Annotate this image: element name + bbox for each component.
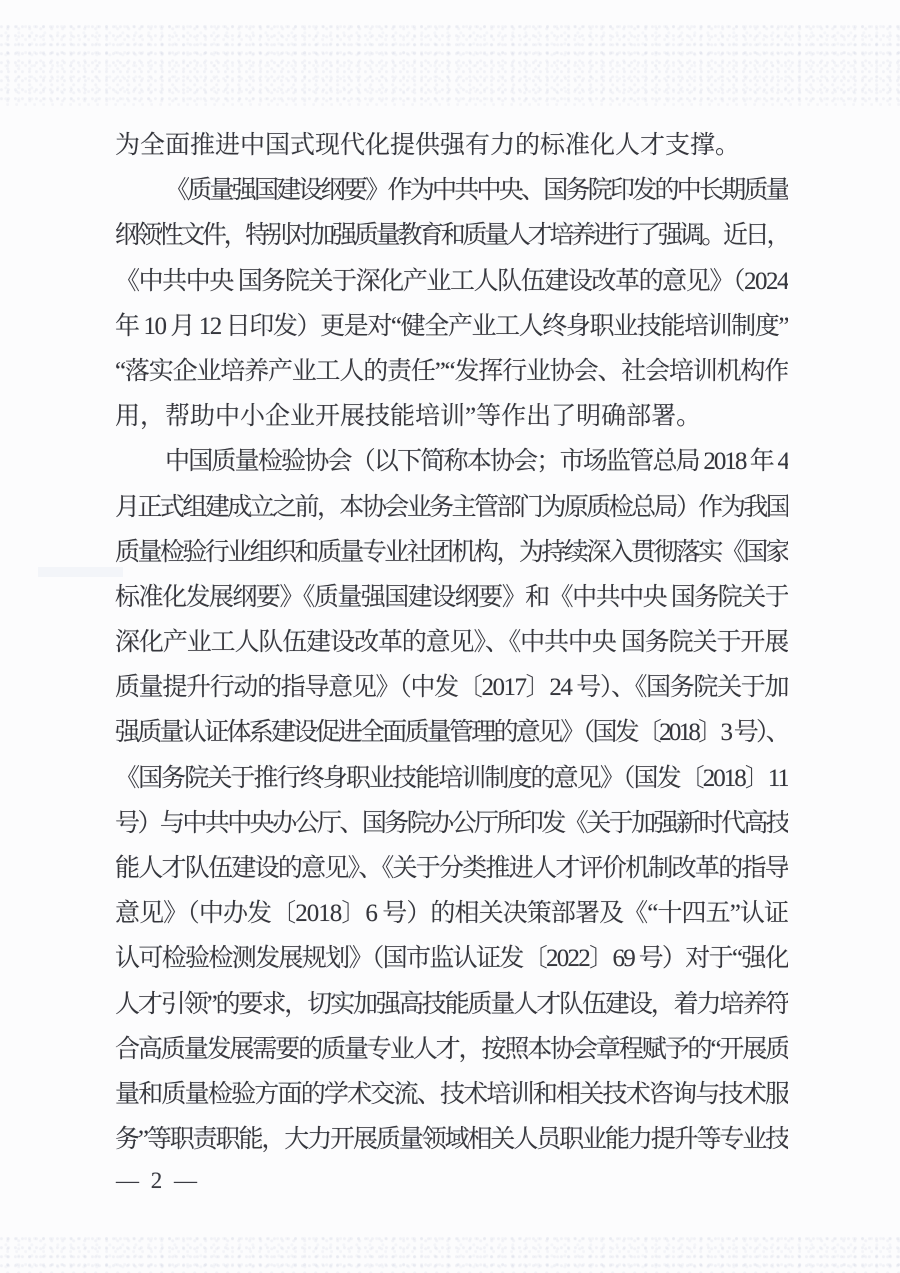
text-line: 深化产业工人队伍建设改革的意见》、《中共中央 国务院关于开展 [115, 629, 788, 657]
text-line: 人才引领”的要求，切实加强高技能质量人才队伍建设，着力培养符 [115, 990, 788, 1018]
text-line: 质量检验行业组织和质量专业社团机构，为持续深入贯彻落实《国家 [115, 538, 788, 566]
text-line: 中国质量检验协会（以下简称本协会；市场监管总局 2018 年 4 [165, 448, 788, 476]
scan-scratch-artifact [38, 567, 123, 577]
scan-noise-bottom [0, 1236, 900, 1273]
text-line: 用，帮助中小企业开展技能培训”等作出了明确部署。 [115, 403, 702, 431]
text-line: 年 10 月 12 日印发）更是对“健全产业工人终身职业技能培训制度” [115, 312, 788, 340]
document-body [115, 123, 788, 1162]
text-line: 月正式组建成立之前，本协会业务主管部门为原质检总局）作为我国 [115, 493, 788, 521]
text-line: 强质量认证体系建设促进全面质量管理的意见》（国发〔2018〕3 号）、 [115, 719, 788, 747]
text-line: 能人才队伍建设的意见》、《关于分类推进人才评价机制改革的指导 [115, 855, 788, 882]
text-line: 认可检验检测发展规划》（国市监认证发〔2022〕69 号）对于“强化 [115, 945, 788, 973]
text-line: 《国务院关于推行终身职业技能培训制度的意见》（国发〔2018〕11 [115, 764, 788, 792]
text-line: “落实企业培养产业工人的责任”“发挥行业协会、社会培训机构作 [115, 357, 788, 385]
scan-noise-top [0, 24, 900, 106]
text-line: 为全面推进中国式现代化提供强有力的标准化人才支撑。 [115, 132, 741, 159]
text-line: 务”等职责职能，大力开展质量领域相关人员职业能力提升等专业技 [115, 1126, 788, 1154]
text-line: 《中共中央 国务院关于深化产业工人队伍建设改革的意见》（2024 [115, 267, 788, 295]
text-line: 量和质量检验方面的学术交流、技术培训和相关技术咨询与技术服 [115, 1080, 788, 1108]
text-line: 质量提升行动的指导意见》（中发〔2017〕24 号）、《国务院关于加 [115, 674, 788, 702]
page-number: — 2 — [116, 1168, 200, 1193]
text-line: 《质量强国建设纲要》作为中共中央、国务院印发的中长期质量 [165, 177, 788, 205]
text-line: 意见》（中办发〔2018〕6 号）的相关决策部署及《“十四五”认证 [115, 900, 788, 928]
text-line: 标准化发展纲要》《质量强国建设纲要》和《中共中央 国务院关于 [115, 583, 788, 611]
text-line: 合高质量发展需要的质量专业人才，按照本协会章程赋予的“开展质 [115, 1035, 788, 1063]
text-line: 号）与中共中央办公厅、国务院办公厅所印发《关于加强新时代高技 [115, 809, 788, 837]
text-line: 纲领性文件，特别对加强质量教育和质量人才培养进行了强调。近日， [115, 222, 788, 250]
